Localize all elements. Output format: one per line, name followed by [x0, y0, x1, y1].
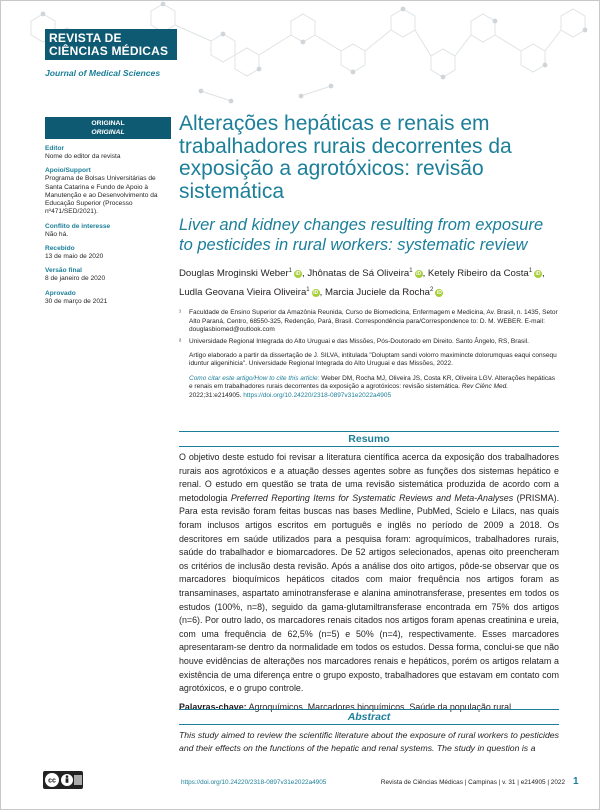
author-separator: ,: [542, 268, 545, 280]
cite-year: 2022;31:e214905.: [189, 391, 242, 399]
orcid-icon[interactable]: iD: [313, 289, 319, 296]
resumo-section: [179, 431, 559, 714]
abstract-section: [179, 709, 559, 754]
article-header: [179, 113, 559, 400]
resumo-text-end: (PRISMA). Para esta revisão foram feitas buscas nas bases Medline, PubMed, Scielo e Lilacs, nas quais foram inclusos artigos escritos em português e inglês no período de 2009 a 2018. Os descritores em saúde utilizados para a pesquisa foram: agroquímicos, trabalhadores rurais, saúde do trabalhador e biomarcadores. De 52 artigos selecionados, apenas oito preencheram os critérios de inclusão desta revisão. Após a análise dos oito artigos, pôde-se observar que os marcadores bioquímicos hepáticos citados com maior frequência nos artigos foram as transaminases, aspartato aminotransferase e alanina aminotransferase, presentes em todos os estudos (100%, n=8), seguido da gama-glutamiltransferase encontrada em 75% dos artigos (n=6). Por outro lado, os marcadores renais citados nos artigos foram apenas creatinina e ureia, com uma frequência de 62,5% (n=5) e 50% (n=4), respectivamente. Esses marcadores apresentaram-se dentro da normalidade em todos os estudos. Dessa forma, conclui-se que não houve evidências de alterações nos marcadores renais e hepáticos, porém os artigos relatam a existência de uma diferença entre o grupo exposto, trabalhadores que estavam em contato com agrotóxicos, e o grupo controle.: [179, 492, 560, 694]
sidebar-metadata: [45, 117, 171, 306]
author: [325, 287, 443, 298]
orcid-icon[interactable]: iD: [416, 270, 422, 277]
svg-text:cc: cc: [48, 777, 56, 785]
journal-name-line1: REVISTA DE: [49, 31, 122, 45]
final-version-label: Versão final: [45, 267, 83, 275]
support-value: Programa de Bolsas Universitárias de Santa Catarina e Fundo de Apoio à Manutenção e ao Desenvolvimento da Educação Superior (Processo nº471/SED/2021).: [45, 175, 158, 216]
abstract-text: This study aimed to review the scientific literature about the exposure of rural workers to pesticides and their effects on the functions of the hepatic and renal systems. The study in question is a: [179, 730, 559, 753]
author-name: Ketely Ribeiro da Costa: [427, 268, 529, 280]
author-list: [179, 263, 559, 301]
footer-doi-link[interactable]: https://doi.org/10.24220/2318-0897v31e2022a4905: [181, 779, 327, 786]
author-sup: 1: [409, 268, 413, 274]
author-name: Ludla Geovana Vieira Oliveira: [179, 287, 307, 299]
author: [307, 268, 428, 279]
author-sup: 1: [306, 287, 310, 294]
badge-pt: ORIGINAL: [91, 120, 125, 127]
author-sup: 1: [528, 268, 533, 274]
orcid-icon[interactable]: iD: [436, 289, 442, 296]
editor-value: Nome do editor da revista: [45, 153, 121, 160]
support-label: Apoio/Support: [45, 167, 91, 175]
author: [428, 268, 545, 279]
conflict-value: Não há.: [45, 230, 69, 238]
citation-block: [179, 375, 559, 400]
author-separator: ,: [422, 268, 428, 280]
affiliation-text: Universidade Regional Integrada do Alto Uruguai e das Missões, Pós-Doutorado em Direito. Santo Ângelo, RS, Brasil.: [189, 337, 529, 345]
keywords-value: Agroquímicos. Marcadores bioquímicos. Saúde da população rural.: [248, 701, 514, 712]
article-type-badge: [45, 117, 171, 139]
author: [179, 287, 325, 298]
cite-text: Weber DM, Rocha MJ, Oliveira JS, Costa KR, Oliveira LGV. Alterações hepáticas e renais em trabalhadores rurais decorrentes da exposição a agrotóxicos: revisão sistemática.: [189, 374, 555, 391]
resumo-prisma-title: Preferred Reporting Items for Systematic Reviews and Meta-Analyses: [230, 492, 514, 503]
orcid-icon[interactable]: iD: [295, 270, 301, 277]
journal-logo: [45, 29, 177, 60]
editor-label: Editor: [45, 145, 65, 152]
badge-en: ORIGINAL: [91, 129, 125, 136]
orcid-icon[interactable]: iD: [535, 270, 541, 277]
affiliation-number: ²: [179, 337, 182, 345]
affiliation-1: [179, 309, 559, 334]
conflict-label: Conflito de interesse: [45, 222, 111, 230]
final-version-value: 8 de janeiro de 2020: [45, 275, 106, 283]
author-name: Douglas Mroginski Weber: [179, 268, 289, 280]
article-title-en: Liver and kidney changes resulting from exposure to pesticides in rural workers: systematic review: [179, 216, 544, 254]
cite-label: Como citar este artigo/How to cite this article:: [189, 374, 320, 382]
resumo-text: [179, 451, 559, 696]
cite-journal: Rev Ciênc Med.: [461, 383, 509, 391]
article-title-pt: Alterações hepáticas e renais em trabalhadores rurais decorrentes da exposição a agrotóxicos: revisão sistemática: [179, 112, 512, 203]
affiliation-2: [179, 338, 559, 346]
author-separator: ,: [319, 287, 325, 299]
cite-doi-link[interactable]: https://doi.org/10.24220/2318-0897v31e2022a4905: [243, 391, 392, 399]
author-name: Jhônatas de Sá Oliveira: [307, 268, 410, 280]
affiliation-text: Faculdade de Ensino Superior da Amazônia Reunida, Curso de Biomedicina, Enfermagem e Medicina, Av. Brasil, n. 1435, Setor Alto Paraná, Centro, 68550-325, Redenção, Pará, Brasil. Correspondência para/Correspondence to: D. M. WEBER. E-mail: douglasbiomed@outlook.com: [189, 309, 558, 334]
approved-value: 30 de março de 2021: [45, 297, 108, 305]
received-label: Recebido: [45, 245, 75, 253]
keywords-label: Palavras-chave:: [179, 701, 247, 712]
approved-label: Aprovado: [45, 289, 76, 297]
article-note: Artigo elaborado a partir da dissertação de J. SILVA, intitulada "Doluptam sandi volorro maximincte dolorumquas eaqui consequ iduntur aligenihicia". Universidade Regional Integrada do Alto Uruguai e das Missões, 2022.: [189, 352, 557, 368]
cc-by-license-icon[interactable]: [43, 771, 83, 789]
journal-name-line2: CIÊNCIAS MÉDICAS: [49, 44, 169, 58]
author-sup: 2: [430, 287, 434, 294]
abstract-heading: Abstract: [179, 709, 559, 725]
resumo-heading: Resumo: [179, 431, 559, 447]
author-name: Marcia Juciele da Rocha: [324, 287, 431, 299]
molecule-decoration: [1, 1, 599, 121]
affiliation-number: ¹: [179, 309, 182, 317]
author-sup: 1: [288, 268, 293, 274]
page-number: 1: [573, 776, 579, 787]
page-footer: [181, 779, 565, 786]
received-value: 13 de maio de 2020: [45, 253, 104, 261]
author-separator: ,: [302, 268, 308, 280]
resumo-text-start: O objetivo deste estudo foi revisar a literatura científica acerca da exposição dos trabalhadores rurais aos agrotóxicos e a atuação desses agentes sobre as funções dos sistemas hepático e renal. O estudo em questão se trata de uma revisão sistemática produzida de acordo com a metodologia: [179, 452, 559, 503]
journal-subtitle: Journal of Medical Sciences: [45, 68, 161, 78]
author: [179, 268, 307, 279]
footer-journal-info: Revista de Ciências Médicas | Campinas | v. 31 | e214905 | 2022: [380, 779, 565, 786]
